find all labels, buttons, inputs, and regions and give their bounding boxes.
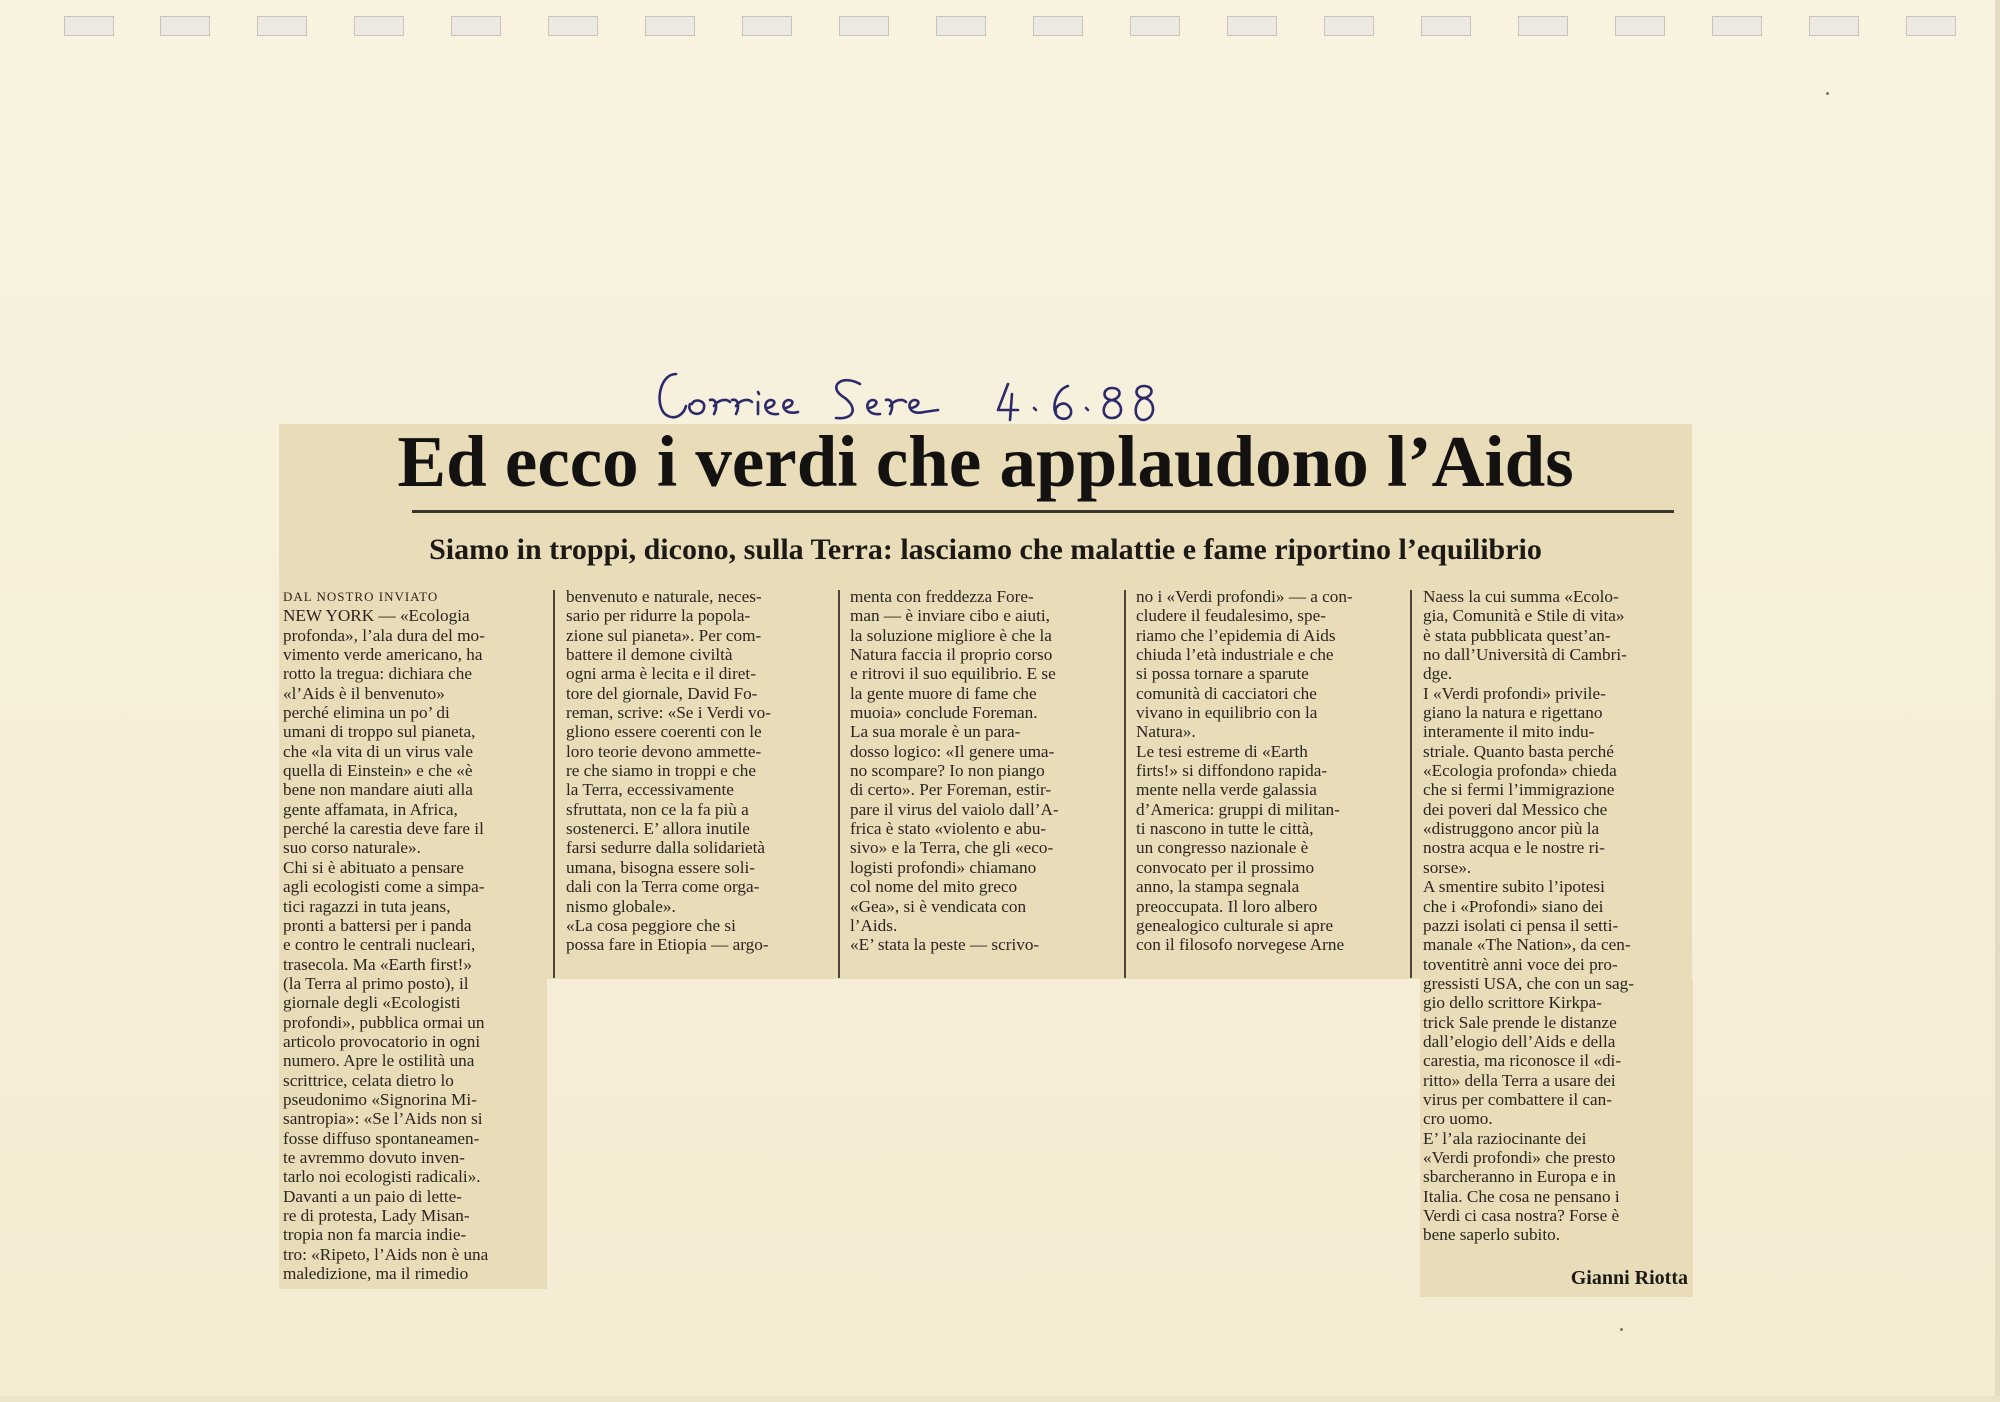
text-line: farsi sedurre dalla solidarietà [566,838,765,858]
page-edge-right [1995,0,2000,1402]
handwriting-stroke [909,400,938,413]
text-line: gliono essere coerenti con le [566,722,762,742]
text-line: nismo globale». [566,896,676,916]
text-line: articolo provocatorio in ogni [283,1031,481,1051]
text-line: l’Aids. [850,915,898,935]
text-line: santropia»: «Se l’Aids non si [283,1109,483,1129]
text-line: ritto» della Terra a usare dei [1423,1070,1616,1090]
text-line: carestia, ma riconosce il «di- [1423,1051,1622,1071]
article-column-2 [566,587,829,955]
binder-hole [257,16,307,36]
text-line: man — è inviare cibo e aiuti, [850,606,1050,626]
text-line: virus per combattere il can- [1423,1089,1612,1109]
text-line: A smentire subito l’ipotesi [1423,877,1605,897]
text-line: loro teorie devono ammette- [566,741,762,761]
text-line: no scompare? Io non piango [850,761,1045,781]
text-line: sorse». [1423,857,1472,877]
column-rule [1410,590,1412,978]
text-line: un congresso nazionale è [1136,838,1309,858]
dust-speck [1620,1328,1623,1331]
binder-hole [839,16,889,36]
binder-hole [1324,16,1374,36]
handwriting-stroke [758,392,759,414]
text-line: muoia» conclude Foreman. [850,703,1038,723]
text-line: scrittrice, celata dietro lo [283,1070,454,1090]
text-line: Italia. Che cosa ne pensano i [1423,1186,1620,1206]
handwriting-stroke [732,400,752,414]
text-line: vivano in equilibrio con la [1136,703,1318,723]
text-line: perché elimina un po’ di [283,703,450,723]
text-line: e ritrovi il suo equilibrio. E se [850,664,1056,684]
headline-rule [412,510,1674,513]
byline: Gianni Riotta [1570,1267,1688,1289]
text-line: sbarcheranno in Europa e in [1423,1167,1616,1187]
text-line: vimento verde americano, ha [283,645,483,665]
dateline-kicker: DAL NOSTRO INVIATO [283,589,439,604]
text-line: umani di troppo sul pianeta, [283,722,476,742]
text-line: logisti profondi» chiamano [850,857,1037,877]
page-edge-bottom [0,1396,2000,1402]
text-line: ti nascono in tutte le città, [1136,819,1314,839]
article-column-5 [1423,587,1688,1245]
article-column-4 [1136,587,1400,955]
text-line: «distruggono ancor più la [1423,819,1600,839]
text-line: sfruttata, non ce la fa più a [566,799,749,819]
binder-hole [548,16,598,36]
text-line: re di protesta, Lady Misan- [283,1206,470,1225]
text-line: fosse diffuso spontaneamen- [283,1128,480,1148]
binder-hole [64,16,114,36]
text-line: sostenerci. E’ allora inutile [566,819,750,839]
text-line: pseudonimo «Signorina Mi- [283,1089,477,1109]
text-line: dali con la Terra come orga- [566,877,760,897]
text-line: la gente muore di fame che [850,683,1037,703]
text-line: gente affamata, in Africa, [283,799,458,819]
text-line: (la Terra al primo posto), il [283,973,469,993]
text-line: benvenuto e naturale, neces- [566,587,762,606]
text-line: trick Sale prende le distanze [1423,1012,1617,1032]
text-line: la soluzione migliore è che la [850,625,1052,645]
binder-hole [1130,16,1180,36]
text-line: dge. [1423,664,1453,684]
subheadline: Siamo in troppi, dicono, sulla Terra: lasciamo che malattie e fame riportino l’equilibrio [429,533,1542,566]
text-line: profondi», pubblica ormai un [283,1012,485,1032]
text-line: zione sul pianeta». Per com- [566,625,762,645]
text-line: Davanti a un paio di lette- [283,1186,462,1206]
text-line: Verdi ci casa nostra? Forse è [1423,1206,1620,1225]
text-line: agli ecologisti come a simpa- [283,877,485,897]
text-line: cro uomo. [1423,1109,1493,1129]
text-line: frica è stato «violento e abu- [850,819,1047,839]
text-line: di certo». Per Foreman, estir- [850,780,1052,800]
handwriting-stroke [1054,386,1071,419]
text-line: dall’elogio dell’Aids e della [1423,1031,1616,1051]
text-line: pare il virus del vaiolo dall’A- [850,799,1059,819]
text-line: tore del giornale, David Fo- [566,683,758,703]
column-rule [838,590,840,978]
text-line: mente nella verde galassia [1136,780,1317,800]
binder-hole [1033,16,1083,36]
handwriting-stroke [998,384,1018,420]
text-line: Natura». [1136,722,1196,742]
text-line: gia, Comunità e Stile di vita» [1423,606,1625,626]
text-line: sario per ridurre la popola- [566,606,751,626]
text-line: che «la vita di un virus vale [283,741,473,761]
text-line: col nome del mito greco [850,877,1018,897]
text-line: E’ l’ala raziocinante dei [1423,1128,1587,1148]
text-line: cludere il feudalesimo, spe- [1136,606,1326,626]
binder-hole [1809,16,1859,36]
text-line: chiuda l’età industriale e che [1136,645,1334,665]
text-line: «Ecologia profonda» chieda [1423,761,1617,781]
headline: Ed ecco i verdi che applaudono l’Aids [397,421,1574,502]
text-line: no i «Verdi profondi» — a con- [1136,587,1353,606]
text-line: d’America: gruppi di militan- [1136,799,1340,819]
binder-hole [936,16,986,36]
handwriting-stroke [783,400,798,413]
text-line: firts!» si diffondono rapida- [1136,761,1328,781]
text-line: perché la carestia deve fare il [283,819,484,839]
text-line: manale «The Nation», da cen- [1423,935,1631,955]
text-line: bene non mandare aiuti alla [283,780,473,800]
text-line: Natura faccia il proprio corso [850,645,1053,665]
text-line: tropia non fa marcia indie- [283,1225,467,1245]
text-line: si possa tornare a sparute [1136,664,1309,684]
text-line: bene saperlo subito. [1423,1225,1560,1245]
text-line: sivo» e la Terra, che gli «eco- [850,838,1054,858]
text-line: numero. Apre le ostilità una [283,1051,475,1071]
binder-holes [0,0,2000,45]
handwriting-stroke [836,380,860,418]
text-line: battere il demone civiltà [566,645,733,665]
text-line: è stata pubblicata quest’an- [1423,625,1611,645]
binder-hole [1518,16,1568,36]
text-line: tici ragazzi in tuta jeans, [283,896,451,916]
text-line: striale. Quanto basta perché [1423,741,1614,761]
text-line: con il filosofo norvegese Arne [1136,935,1345,955]
handwriting-stroke [1104,388,1121,418]
text-line: suo corso naturale». [283,838,421,858]
text-line: genealogico culturale si apre [1136,915,1334,935]
text-line: che si fermi l’immigrazione [1423,780,1615,800]
text-line: preoccupata. Il loro albero [1136,896,1318,916]
text-line: la Terra, eccessivamente [566,780,734,800]
binder-hole [1227,16,1277,36]
handwriting-stroke [710,400,730,414]
binder-hole [160,16,210,36]
text-line: rotto la tregua: dichiara che [283,664,472,684]
text-line: «l’Aids è il benvenuto» [283,683,445,703]
text-line: NEW YORK — «Ecologia [283,606,470,626]
binder-hole [1615,16,1665,36]
handwriting-stroke [1086,408,1088,410]
handwriting-stroke [1034,408,1036,410]
text-line: nostra acqua e le nostre ri- [1423,838,1605,858]
text-line: tarlo noi ecologisti radicali». [283,1167,481,1187]
text-line: giornale degli «Ecologisti [283,993,461,1013]
text-line: dosso logico: «Il genere uma- [850,741,1055,761]
binder-hole [645,16,695,36]
text-line: convocato per il prossimo [1136,857,1315,877]
text-line: I «Verdi profondi» privile- [1423,683,1606,703]
binder-hole [742,16,792,36]
binder-hole [451,16,501,36]
text-line: anno, la stampa segnala [1136,877,1300,897]
text-line: maledizione, ma il rimedio [283,1264,469,1284]
text-line: te avremmo dovuto inven- [283,1147,465,1167]
handwriting-stroke [867,400,880,414]
text-line: no dall’Università di Cambri- [1423,645,1627,665]
binder-hole [354,16,404,36]
dust-speck [1826,92,1829,95]
text-line: pronti a battersi per i panda [283,915,472,935]
text-line: tro: «Ripeto, l’Aids non è una [283,1244,489,1264]
handwriting-stroke [1136,386,1153,420]
text-line: «E’ stata la peste — scrivo- [850,935,1040,955]
text-line: profonda», l’ala dura del mo- [283,625,485,645]
text-line: gressisti USA, che con un sag- [1423,973,1634,993]
handwriting-stroke [886,400,906,414]
text-line: giano la natura e rigettano [1423,703,1603,723]
article-column-1 [283,587,545,1283]
text-line: e contro le centrali nucleari, [283,935,476,955]
text-line: quella di Einstein» e che «è [283,761,473,781]
text-line: trasecola. Ma «Earth first!» [283,954,472,974]
text-line: reman, scrive: «Se i Verdi vo- [566,703,771,723]
text-line: Le tesi estreme di «Earth [1136,741,1308,761]
article-column-3 [850,587,1114,955]
text-line: ogni arma è lecita e il diret- [566,664,756,684]
text-line: Chi si è abituato a pensare [283,857,464,877]
text-line: gio dello scrittore Kirkpa- [1423,993,1602,1013]
text-line: pazzi isolati ci pensa il setti- [1423,915,1619,935]
column-rule [1124,590,1126,978]
handwriting-stroke [689,401,704,414]
handwriting-stroke [765,400,778,414]
text-line: re che siamo in troppi e che [566,761,756,781]
text-line: che i «Profondi» siano dei [1423,896,1604,916]
text-line: riamo che l’epidemia di Aids [1136,625,1336,645]
column-rule [553,590,555,978]
binder-hole [1906,16,1956,36]
text-line: «Gea», si è vendicata con [850,896,1027,916]
handwriting-stroke [660,374,686,417]
text-line: La sua morale è un para- [850,722,1021,742]
text-line: toventitrè anni voce dei pro- [1423,954,1618,974]
text-line: umana, bisogna essere soli- [566,857,756,877]
text-line: dei poveri dal Messico che [1423,799,1608,819]
text-line: «Verdi profondi» che presto [1423,1147,1616,1167]
text-line: interamente il mito indu- [1423,722,1595,742]
text-line: possa fare in Etiopia — argo- [566,935,769,955]
text-line: comunità di cacciatori che [1136,683,1317,703]
binder-hole [1712,16,1762,36]
text-line: menta con freddezza Fore- [850,587,1034,606]
text-line: Naess la cui summa «Ecolo- [1423,587,1619,606]
binder-hole [1421,16,1471,36]
text-line: «La cosa peggiore che si [566,915,736,935]
